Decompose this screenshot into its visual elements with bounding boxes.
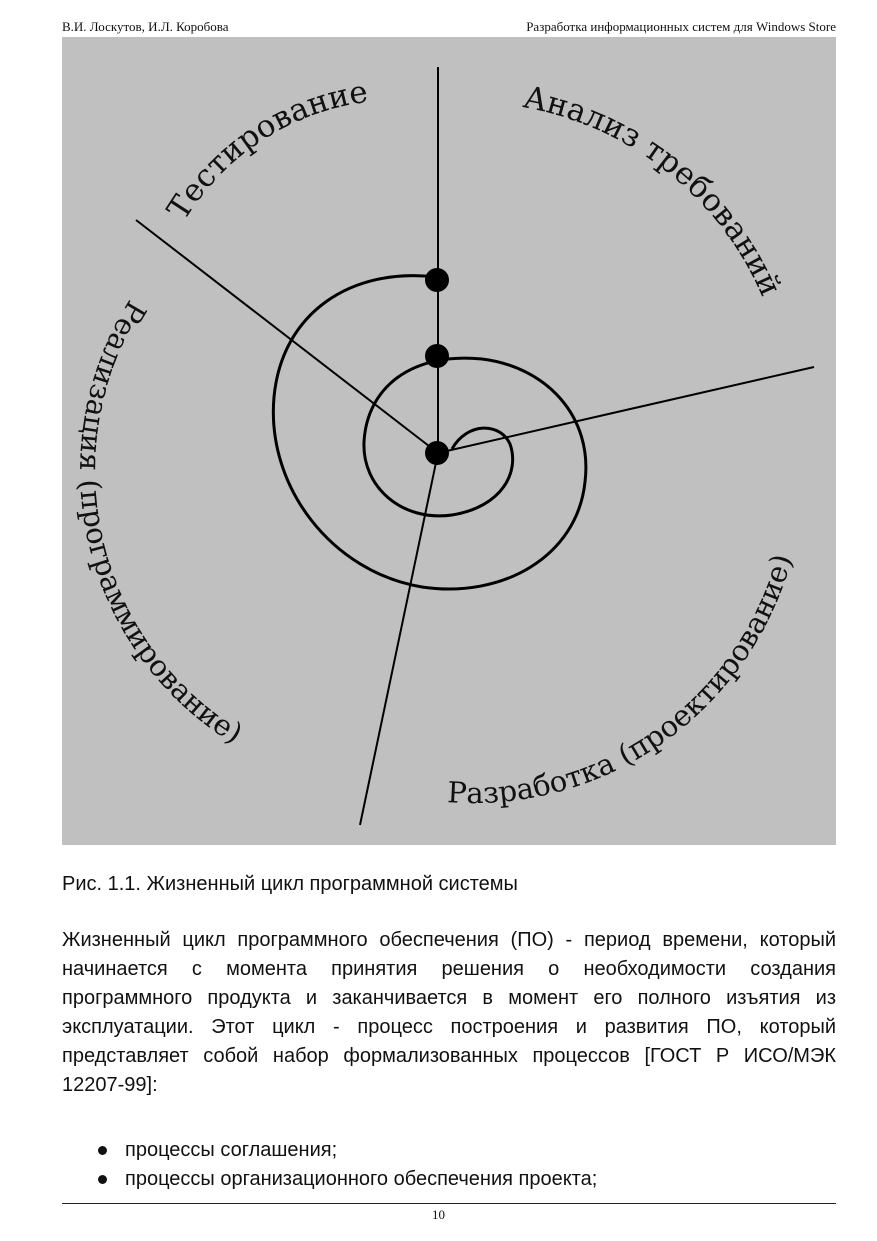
page-number: 10 [432,1207,445,1222]
bullet-icon [98,1175,107,1184]
label-implementation: Реализация (программирование) [72,295,249,751]
list-item-text: процессы соглашения; [125,1139,338,1161]
body-paragraph: Жизненный цикл программного обеспечения (ПО) - период времени, который начинается с момента принятия решения о необходимости создания программного продукта и заканчивается в момент его полного изъятия из эксплуатации. Этот цикл - процесс построения и развития ПО, который представляет собой набор формализованных процессов [ГОСТ Р ИСО/МЭК 12207-99]: [62,929,836,1096]
axis-line-left [136,220,438,453]
header-authors: В.И. Лоскутов, И.Л. Коробова [62,19,229,34]
header-book-title: Разработка информационных систем для Windows Store [526,19,836,34]
axis-line-right [438,367,814,453]
lifecycle-spiral-figure [62,37,836,845]
label-testing: Тестирование [160,73,371,227]
figure-caption: Рис. 1.1. Жизненный цикл программной системы [62,873,518,895]
process-list [62,1136,836,1194]
axis-line-bottom [360,453,438,825]
footer-divider [62,1203,836,1204]
milestone-node-center [425,441,449,465]
milestone-node-outer [425,268,449,292]
bullet-icon [98,1146,107,1155]
label-design: Разработка (проектирование) [446,550,799,811]
label-requirements-analysis: Анализ требований [520,79,789,302]
running-header [62,17,836,37]
list-item-text: процессы организационного обеспечения проекта; [125,1168,598,1190]
milestone-node-middle [425,344,449,368]
list-item [62,1165,836,1194]
spiral-diagram [62,37,836,845]
list-item [62,1136,836,1165]
spiral-curve [273,276,586,589]
